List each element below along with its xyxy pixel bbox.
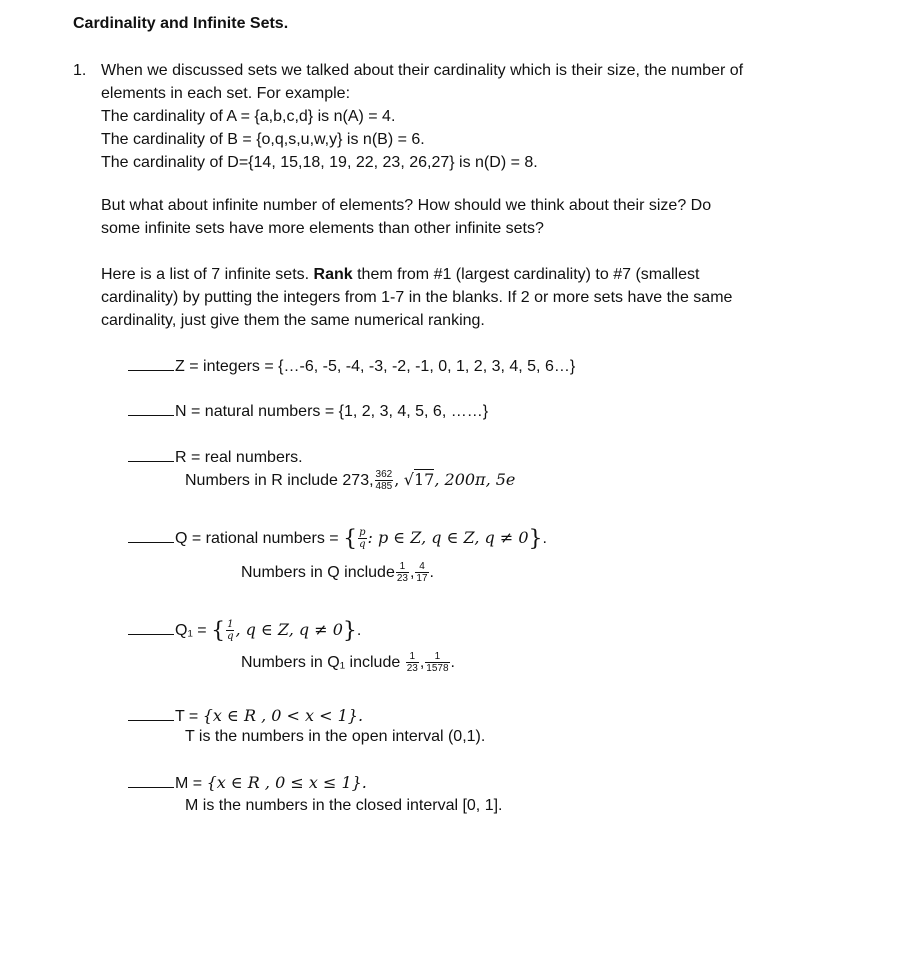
- intro-line: When we discussed sets we talked about their cardinality which is their size, the number of: [101, 62, 744, 79]
- instructions-line: cardinality, just give them the same numerical ranking.: [101, 312, 485, 329]
- fraction-p-q: $\frac{p}{q}$: [359, 527, 366, 551]
- rank-emphasis: Rank: [313, 266, 353, 283]
- intro-paragraph: [101, 59, 821, 174]
- answer-blank-m[interactable]: [128, 773, 174, 788]
- set-label-t: {x ∈ R , 0 < x < 1}.: [202, 706, 364, 725]
- question-paragraph: [101, 194, 821, 240]
- set-row-n: [128, 400, 488, 423]
- answer-blank-t[interactable]: [128, 706, 174, 721]
- set-label-r: R = real numbers.: [175, 449, 303, 466]
- set-label-z: Z = integers = {…-6, -5, -4, -3, -2, -1, 0, 1, 2, 3, 4, 5, 6…}: [175, 358, 576, 375]
- set-row-q1: Q₁ = { $\frac{1}{q}$ , q ∈ Z, q ≠ 0}.: [128, 618, 361, 642]
- fraction-1-23: $\frac{1}{23}$: [406, 651, 418, 675]
- fraction-1-q: $\frac{1}{q}$: [227, 619, 234, 643]
- q-examples: Numbers in Q include $\frac{1}{23}$ , $\frac{4}{17}$ .: [241, 561, 434, 585]
- answer-blank-n[interactable]: [128, 401, 174, 416]
- instructions-line: cardinality) by putting the integers from 1-7 in the blanks. If 2 or more sets have the same: [101, 289, 733, 306]
- instructions-line: Here is a list of 7 infinite sets. Rank them from #1 (largest cardinality) to #7 (smallest: [101, 266, 700, 283]
- item-number: 1.: [73, 62, 87, 79]
- intro-line: elements in each set. For example:: [101, 85, 351, 102]
- set-row-r: [128, 446, 303, 469]
- answer-blank-q[interactable]: [128, 528, 174, 543]
- set-label-n: N = natural numbers = {1, 2, 3, 4, 5, 6, ……}: [175, 403, 489, 420]
- m-description: M is the numbers in the closed interval [0, 1].: [185, 797, 503, 814]
- intro-line: The cardinality of B = {o,q,s,u,w,y} is n(B) = 6.: [101, 131, 425, 148]
- set-row-t: T = {x ∈ R , 0 < x < 1}.: [128, 704, 363, 728]
- t-description: T is the numbers in the open interval (0,1).: [185, 728, 486, 745]
- answer-blank-q1[interactable]: [128, 620, 174, 635]
- fraction-1-23: $\frac{1}{23}$: [396, 561, 408, 585]
- intro-line: The cardinality of D={14, 15,18, 19, 22, 23, 26,27} is n(D) = 8.: [101, 154, 538, 171]
- question-line: But what about infinite number of elements? How should we think about their size? Do: [101, 197, 712, 214]
- q1-examples: Numbers in Q₁ include $\frac{1}{23}$ , $\frac{1}{1578}$ .: [241, 651, 455, 675]
- sqrt-17: 17: [413, 470, 435, 489]
- set-label-q: Q = rational numbers =: [175, 530, 344, 547]
- set-label-q1: Q₁ =: [175, 622, 212, 639]
- answer-blank-r[interactable]: [128, 447, 174, 462]
- fraction-362-485: $\frac{362}{485}$: [375, 469, 393, 493]
- set-row-m: M = {x ∈ R , 0 ≤ x ≤ 1}.: [128, 771, 367, 795]
- question-line: some infinite sets have more elements than other infinite sets?: [101, 220, 544, 237]
- r-examples: Numbers in R include 273, $\frac{362}{485}$ , √17, 200π, 5e: [185, 469, 516, 493]
- fraction-4-17: $\frac{4}{17}$: [416, 561, 428, 585]
- fraction-1-1578: $\frac{1}{1578}$: [426, 651, 449, 675]
- page-title: Cardinality and Infinite Sets.: [73, 15, 289, 32]
- set-row-q: Q = rational numbers = { $\frac{p}{q}$ : p ∈ Z, q ∈ Z, q ≠ 0}.: [128, 526, 547, 550]
- set-row-z: [128, 355, 575, 378]
- answer-blank-z[interactable]: [128, 356, 174, 371]
- instructions-paragraph: [101, 263, 821, 332]
- intro-line: The cardinality of A = {a,b,c,d} is n(A) = 4.: [101, 108, 396, 125]
- set-label-m: {x ∈ R , 0 ≤ x ≤ 1}.: [206, 773, 367, 792]
